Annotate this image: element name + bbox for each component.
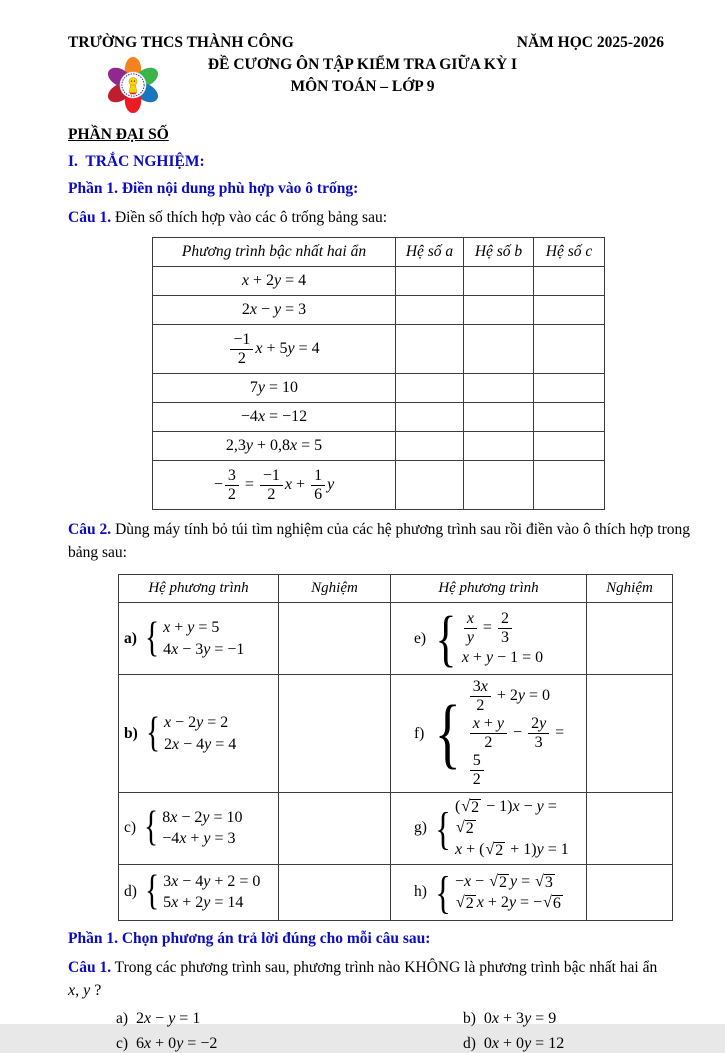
mc-question1-label: Câu 1.	[68, 958, 112, 976]
brace: {	[435, 802, 451, 854]
table-row	[153, 296, 605, 325]
col-header-system-right: Hệ phương trình	[391, 575, 587, 603]
option-b: b) 0x + 3y = 9	[463, 1009, 557, 1027]
systems-table-header-row	[119, 575, 673, 603]
empty-answer-cell	[464, 432, 534, 461]
empty-answer-cell	[534, 461, 605, 510]
table-row	[119, 864, 673, 920]
brace: {	[435, 866, 451, 918]
empty-answer-cell	[534, 296, 605, 325]
section-algebra-heading: PHẦN ĐẠI SỐ	[68, 126, 169, 143]
equation: − $\frac{3}{2}$ = $\frac{-1}{2}$ x + $\frac{1}{6}$ y	[213, 467, 335, 503]
table-row	[119, 675, 673, 792]
brace: {	[144, 804, 159, 851]
empty-answer-cell	[396, 432, 464, 461]
empty-answer-cell	[534, 267, 605, 296]
col-header-coef-a: Hệ số a	[396, 238, 464, 267]
question2-label: Câu 2.	[68, 521, 112, 539]
table-row	[119, 792, 673, 864]
empty-answer-cell	[587, 675, 673, 792]
col-header-solution-right: Nghiệm	[587, 575, 673, 603]
mc-question1-variables: x, y ?	[68, 982, 102, 1000]
mc-question1: Câu 1. Trong các phương trình sau, phương trình nào KHÔNG là phương trình bậc nhất hai ẩn x, y ?	[68, 958, 658, 1000]
option-a: a) 2x − y = 1	[116, 1009, 201, 1027]
empty-answer-cell	[279, 603, 391, 675]
col-header-solution-left: Nghiệm	[279, 575, 391, 603]
col-header-coef-b: Hệ số b	[464, 238, 534, 267]
question2-intro: Câu 2. Dùng máy tính bỏ túi tìm nghiệm của các hệ phương trình sau rồi điền vào ô thích hợp trong bảng sau:	[68, 521, 690, 561]
empty-answer-cell	[396, 374, 464, 403]
empty-answer-cell	[396, 296, 464, 325]
document-title-line1: ĐỀ CƯƠNG ÔN TẬP KIỂM TRA GIỮA KỲ I	[207, 56, 518, 73]
empty-answer-cell	[464, 325, 534, 374]
system-d: d) { 3x − 4y + 2 = 0 5x + 2y = 14	[124, 868, 261, 915]
empty-answer-cell	[396, 267, 464, 296]
document-header	[68, 34, 690, 52]
table-row	[119, 603, 673, 675]
table-row	[153, 461, 605, 510]
options-row-2	[116, 1035, 690, 1053]
brace: {	[144, 615, 160, 662]
empty-answer-cell	[464, 267, 534, 296]
equation: −4x = −12	[240, 408, 308, 426]
brace: {	[435, 604, 457, 673]
table-row	[153, 267, 605, 296]
school-name: TRƯỜNG THCS THÀNH CÔNG	[68, 34, 294, 51]
table-row	[153, 325, 605, 374]
question1-intro: Câu 1. Điền số thích hợp vào các ô trống bảng sau:	[68, 209, 388, 226]
equation: 7y = 10	[249, 379, 299, 397]
empty-answer-cell	[464, 403, 534, 432]
system-b: b) { x − 2y = 2 2x − 4y = 4	[124, 709, 237, 756]
systems-table	[118, 574, 673, 920]
empty-answer-cell	[587, 864, 673, 920]
brace: {	[144, 868, 160, 915]
empty-answer-cell	[279, 864, 391, 920]
empty-answer-cell	[587, 792, 673, 864]
col-header-system-left: Hệ phương trình	[119, 575, 279, 603]
empty-answer-cell	[534, 403, 605, 432]
coefficients-table-header-row	[153, 238, 605, 267]
system-c: c) { 8x − 2y = 10 −4x + y = 3	[124, 804, 243, 851]
empty-answer-cell	[396, 325, 464, 374]
option-c: c) 6x + 0y = −2	[116, 1034, 218, 1052]
col-header-coef-c: Hệ số c	[534, 238, 605, 267]
table-row	[153, 374, 605, 403]
question1-label: Câu 1.	[68, 209, 112, 226]
options-row-1	[116, 1010, 690, 1028]
system-f: f) { $\frac{3x}{2}$ + 2y = 0 $\frac{x + y}{2}$ − $\frac{2y}{3}$ = $\frac{5}{2}$	[414, 678, 565, 788]
option-d: d) 0x + 0y = 12	[463, 1034, 565, 1052]
empty-answer-cell	[464, 296, 534, 325]
part1-choice-heading: Phần 1. Chọn phương án trả lời đúng cho mỗi câu sau:	[68, 929, 431, 947]
empty-answer-cell	[279, 675, 391, 792]
empty-answer-cell	[534, 374, 605, 403]
empty-answer-cell	[464, 461, 534, 510]
system-g: g) { ( √ 2 − 1)x − y = √ 2 x + ( √ 2 + 1)y = 1	[414, 797, 569, 860]
equation: 2,3y + 0,8x = 5	[225, 437, 323, 455]
equation: x + 2y = 4	[241, 272, 307, 290]
empty-answer-cell	[587, 603, 673, 675]
empty-answer-cell	[464, 374, 534, 403]
school-logo-icon	[104, 56, 162, 114]
empty-answer-cell	[396, 403, 464, 432]
empty-answer-cell	[396, 461, 464, 510]
equation: $\frac{-1}{2}$ x + 5y = 4	[228, 340, 319, 357]
brace: {	[434, 689, 462, 777]
table-row	[153, 403, 605, 432]
equation: 2x − y = 3	[241, 301, 307, 319]
brace: {	[145, 709, 160, 756]
system-e: e) { $\frac{x}{y}$ = $\frac{2}{3}$ x + y − 1 = 0	[414, 604, 544, 673]
document-title-line2: MÔN TOÁN – LỚP 9	[290, 78, 435, 96]
table-row	[153, 432, 605, 461]
empty-answer-cell	[534, 325, 605, 374]
empty-answer-cell	[534, 432, 605, 461]
section-i-heading: I. TRẮC NGHIỆM:	[68, 153, 205, 170]
coefficients-table	[152, 237, 605, 510]
title-block	[0, 54, 725, 120]
part1-fill-heading: Phần 1. Điền nội dung phù hợp vào ô trống:	[68, 180, 359, 197]
system-a: a) { x + y = 5 4x − 3y = −1	[124, 615, 245, 662]
school-year: NĂM HỌC 2025-2026	[516, 34, 664, 51]
empty-answer-cell	[279, 792, 391, 864]
col-header-equation: Phương trình bậc nhất hai ẩn	[153, 238, 396, 267]
system-h: h) { −x − √ 2 y = √ 3 √ 2 x + 2y = − √ 6	[414, 866, 561, 918]
